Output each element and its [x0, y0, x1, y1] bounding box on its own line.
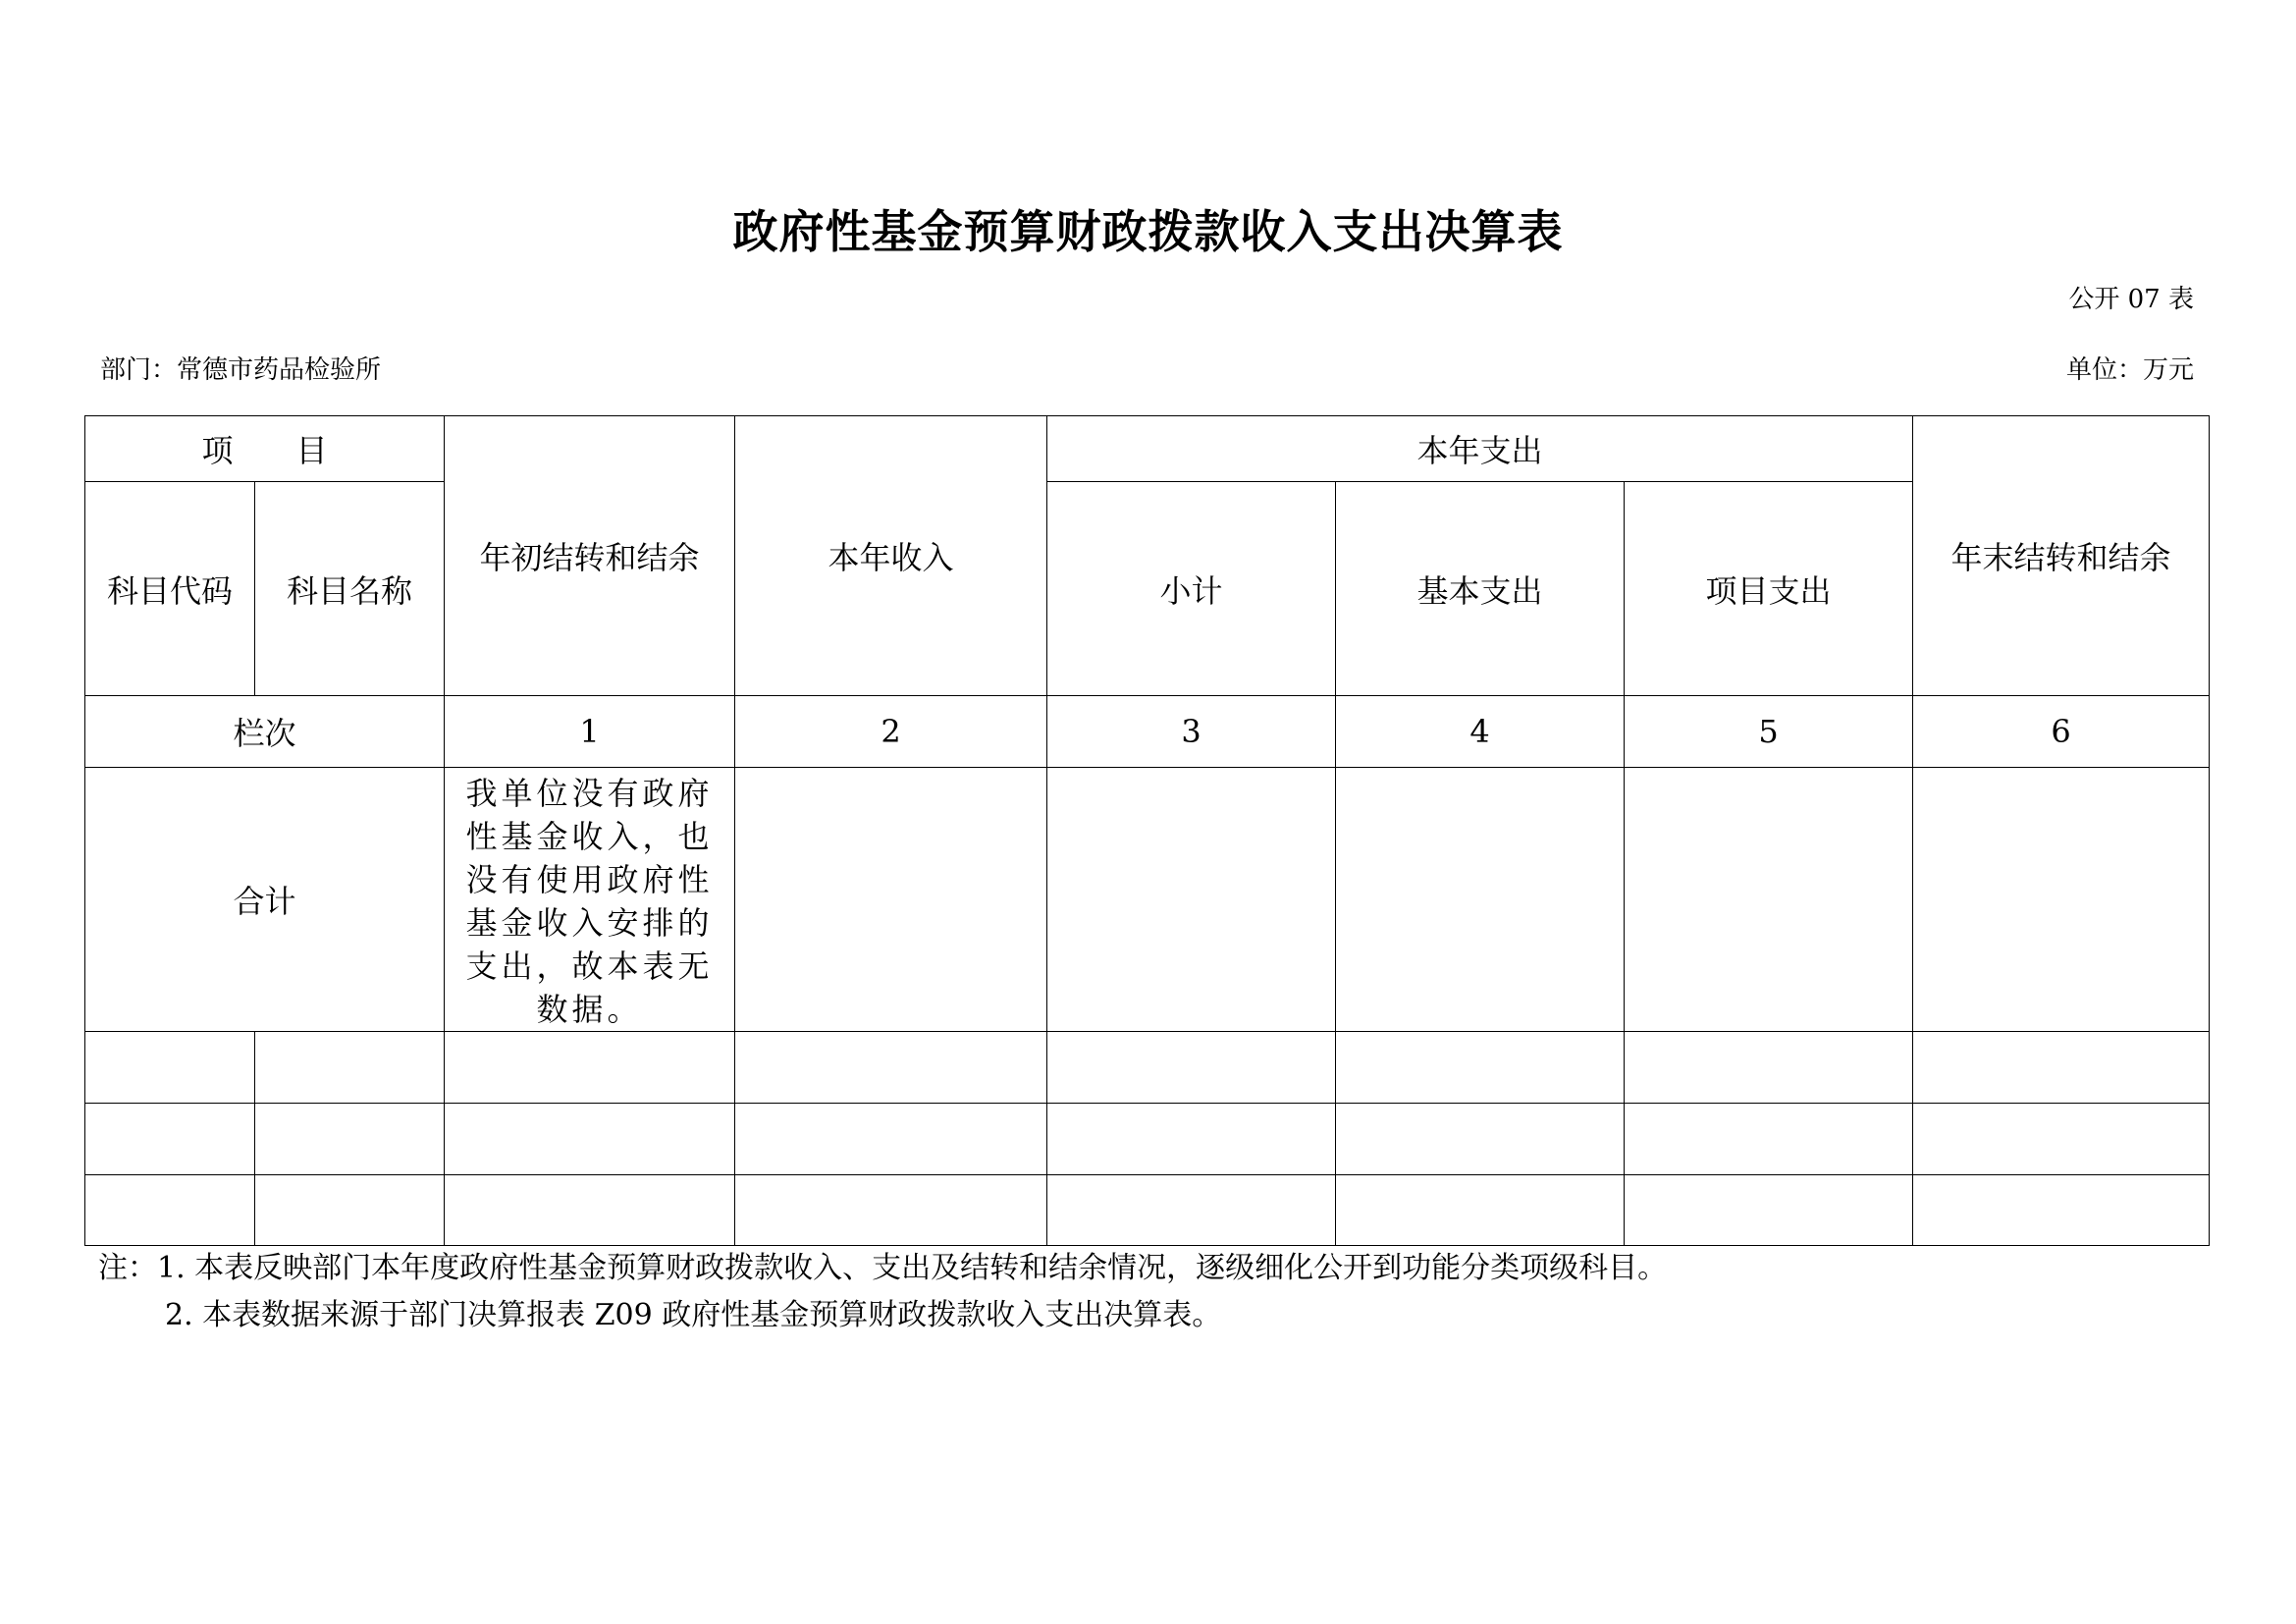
table-cell [445, 1175, 735, 1246]
header-current-expense: 本年支出 [1047, 416, 1913, 482]
table-row [85, 1032, 2210, 1104]
total-row-label: 合计 [85, 768, 445, 1032]
footnotes [98, 1245, 1667, 1339]
header-basic-expense: 基本支出 [1336, 482, 1625, 696]
column-number: 1 [445, 696, 735, 768]
table-cell [255, 1104, 445, 1175]
table-cell [1625, 768, 1913, 1032]
header-subject-name: 科目名称 [255, 482, 445, 696]
column-number: 2 [735, 696, 1047, 768]
department-label: 部门：常德市药品检验所 [100, 355, 382, 385]
table-cell [1047, 1175, 1336, 1246]
header-item: 项 目 [85, 416, 445, 482]
column-number: 5 [1625, 696, 1913, 768]
header-opening-balance: 年初结转和结余 [445, 416, 735, 696]
table-cell [735, 1175, 1047, 1246]
footnote-1: 注：1. 本表反映部门本年度政府性基金预算财政拨款收入、支出及结转和结余情况，逐级细化公开到功能分类项级科目。 [98, 1251, 1668, 1285]
table-cell [1913, 768, 2210, 1032]
table-cell [1913, 1032, 2210, 1104]
table-cell [85, 1032, 255, 1104]
table-cell [735, 1104, 1047, 1175]
column-number: 3 [1047, 696, 1336, 768]
column-number: 4 [1336, 696, 1625, 768]
table-cell [255, 1032, 445, 1104]
table-cell [255, 1175, 445, 1246]
header-subject-code: 科目代码 [85, 482, 255, 696]
form-number: 公开 07 表 [2068, 285, 2194, 314]
table-cell [1913, 1104, 2210, 1175]
table-cell [1625, 1175, 1913, 1246]
no-data-note: 我单位没有政府性基金收入，也没有使用政府性基金收入安排的支出，故本表无数据。 [445, 768, 735, 1032]
table-cell [1625, 1032, 1913, 1104]
table-cell [445, 1032, 735, 1104]
table-cell [1336, 1032, 1625, 1104]
table-cell [445, 1104, 735, 1175]
table-cell [1625, 1104, 1913, 1175]
table-cell [1336, 1104, 1625, 1175]
column-row-label: 栏次 [85, 696, 445, 768]
footnote-2: 2. 本表数据来源于部门决算报表 Z09 政府性基金预算财政拨款收入支出决算表。 [165, 1298, 1222, 1332]
table-cell [85, 1175, 255, 1246]
table-cell [1047, 768, 1336, 1032]
table-cell [735, 1032, 1047, 1104]
table-cell [85, 1104, 255, 1175]
header-subtotal: 小计 [1047, 482, 1336, 696]
header-project-expense: 项目支出 [1625, 482, 1913, 696]
budget-table [84, 415, 2210, 1246]
header-closing-balance: 年末结转和结余 [1913, 416, 2210, 696]
table-cell [1047, 1104, 1336, 1175]
column-number: 6 [1913, 696, 2210, 768]
unit-label: 单位：万元 [2065, 355, 2194, 385]
page-title: 政府性基金预算财政拨款收入支出决算表 [732, 205, 1564, 258]
table-cell [1047, 1032, 1336, 1104]
table-cell [1336, 1175, 1625, 1246]
table-row [85, 1175, 2210, 1246]
table-cell [1913, 1175, 2210, 1246]
table-cell [735, 768, 1047, 1032]
table-row [85, 1104, 2210, 1175]
table-cell [1336, 768, 1625, 1032]
header-current-income: 本年收入 [735, 416, 1047, 696]
